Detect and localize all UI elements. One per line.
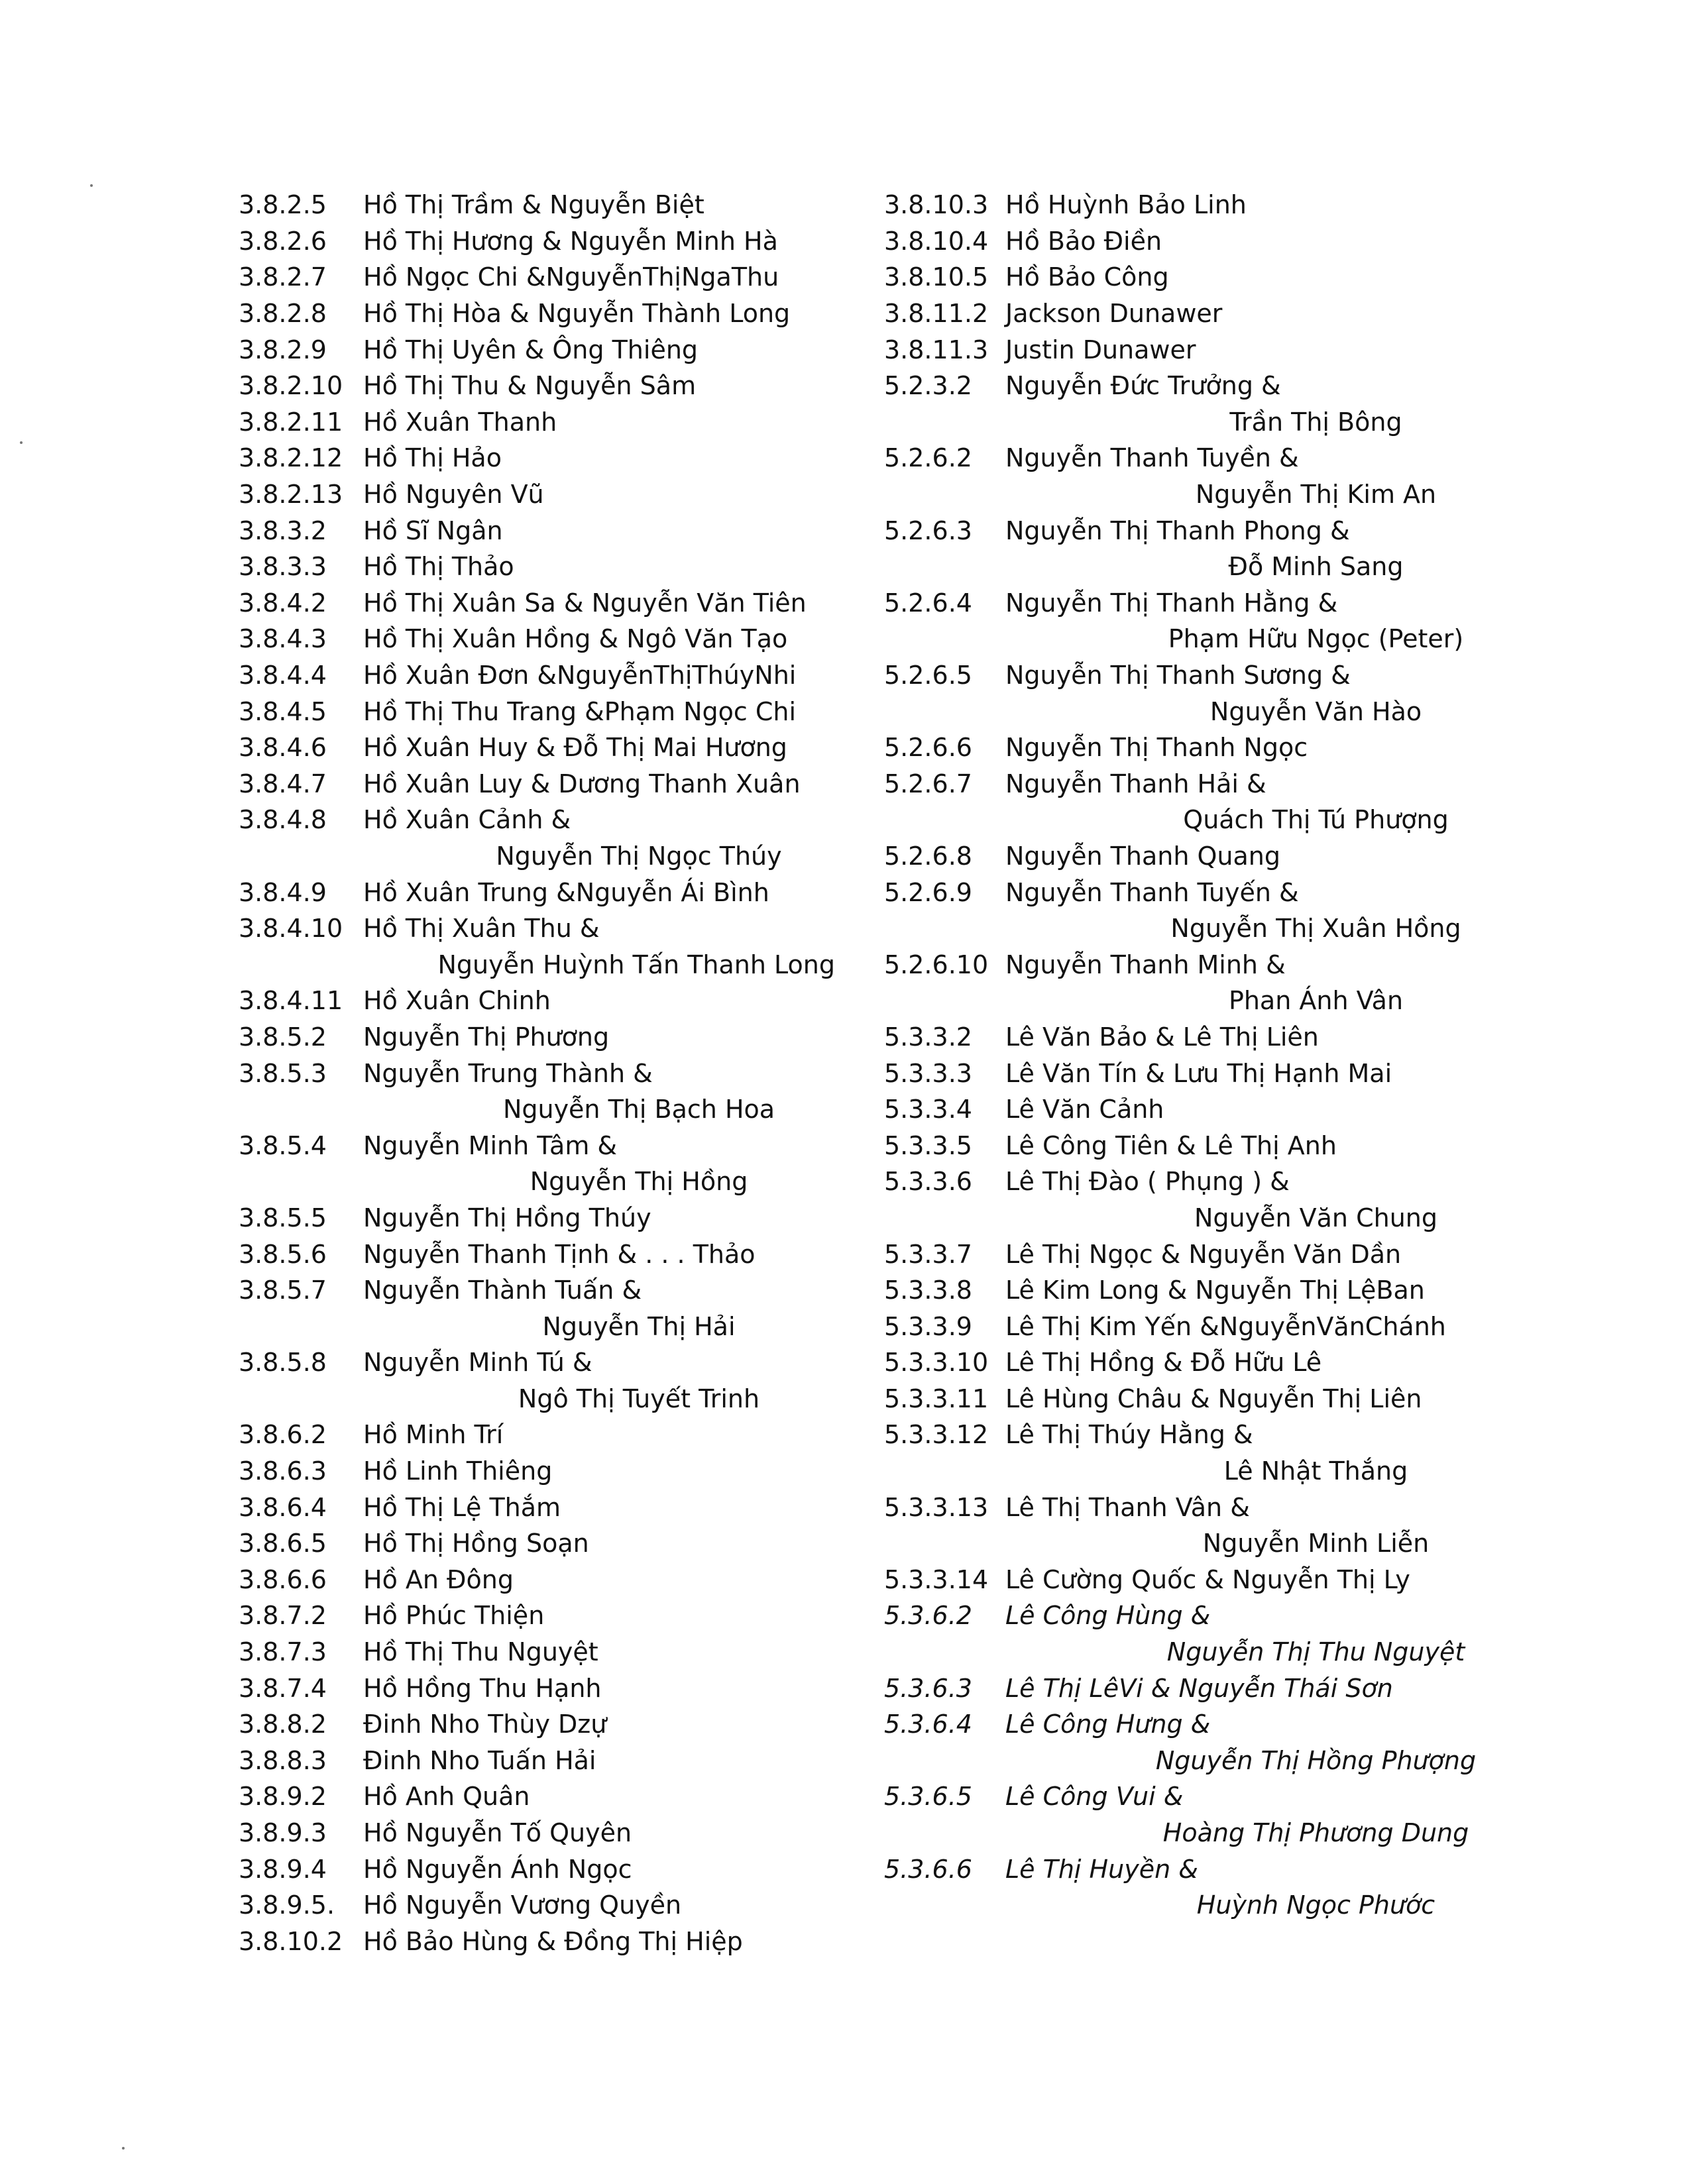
entry-name: Hồ Xuân Đơn &NguyễnThịThúyNhi	[363, 661, 797, 690]
entry-row	[239, 1562, 835, 1598]
entry-number: 5.3.3.10	[884, 1348, 989, 1378]
entry-number: 5.3.6.5	[884, 1782, 972, 1812]
entry-name: Lê Văn Bảo & Lê Thị Liên	[1005, 1022, 1319, 1052]
entry-number: 3.8.4.10	[239, 914, 343, 944]
entry-name-line: Phan Ánh Vân	[1228, 986, 1404, 1016]
entry-name-continuation	[884, 1887, 1547, 1924]
entry-name: Lê Thị Huyền &	[1005, 1854, 1198, 1884]
entry-number: 5.3.3.7	[884, 1239, 972, 1269]
entry-name: Nguyễn Thị Hồng Thúy	[363, 1203, 651, 1232]
entry-name: Hồ Sĩ Ngân	[363, 516, 503, 545]
entry-name: Lê Thị Hồng & Đỗ Hữu Lê	[1005, 1348, 1322, 1378]
entry-name: Nguyễn Thị Phương	[363, 1022, 610, 1052]
entry-name-continuation	[884, 549, 1547, 585]
entry-name: Hồ Bảo Hùng & Đồng Thị Hiệp	[363, 1926, 743, 1956]
entry-number: 3.8.2.12	[239, 443, 343, 473]
entry-row	[239, 476, 835, 513]
entry-number: 3.8.9.3	[239, 1818, 327, 1848]
entry-name-line: Quách Thị Tú Phượng	[1183, 805, 1449, 835]
entry-row	[239, 1525, 835, 1562]
entry-name-line: Nguyễn Thị Kim An	[1195, 480, 1437, 510]
entry-number: 3.8.9.2	[239, 1782, 327, 1812]
entry-row	[884, 1489, 1547, 1525]
entry-name-continuation	[239, 1164, 835, 1200]
entry-number: 5.3.3.9	[884, 1311, 972, 1341]
entry-number: 5.2.6.10	[884, 950, 989, 979]
entry-number: 3.8.2.6	[239, 226, 327, 256]
entry-row	[884, 730, 1547, 766]
entry-name: Hồ Ngọc Chi &NguyễnThịNgaThu	[363, 262, 779, 292]
entry-row	[239, 223, 835, 260]
entry-row	[239, 802, 835, 838]
entry-number: 5.3.3.8	[884, 1276, 972, 1305]
entry-name: Lê Thị LêVi & Nguyễn Thái Sơn	[1005, 1673, 1393, 1703]
entry-row	[884, 1308, 1547, 1344]
entry-name: Nguyễn Thanh Tuyền &	[1005, 443, 1299, 473]
entry-number: 3.8.8.3	[239, 1745, 327, 1775]
entry-number: 3.8.4.5	[239, 696, 327, 726]
entry-name: Justin Dunawer	[1005, 335, 1196, 364]
entry-number: 3.8.4.11	[239, 986, 343, 1016]
entry-number: 3.8.2.5	[239, 190, 327, 220]
entry-number: 5.2.6.4	[884, 588, 972, 618]
entry-name-continuation	[884, 693, 1547, 730]
entry-name-continuation	[884, 476, 1547, 513]
entry-row	[884, 296, 1547, 332]
entry-number: 3.8.2.11	[239, 407, 343, 437]
entry-number: 3.8.6.6	[239, 1564, 327, 1594]
entry-row	[884, 440, 1547, 476]
entry-name-line: Hoàng Thị Phương Dung	[1162, 1818, 1469, 1848]
entry-name-continuation	[239, 946, 835, 983]
entry-name-continuation	[884, 621, 1547, 657]
entry-row	[239, 1417, 835, 1453]
entry-row	[239, 693, 835, 730]
entry-number: 5.3.6.6	[884, 1854, 972, 1884]
right-column	[884, 187, 1547, 1924]
entry-number: 5.3.3.5	[884, 1130, 972, 1160]
entry-number: 3.8.9.5.	[239, 1890, 335, 1920]
entry-number: 3.8.2.8	[239, 299, 327, 329]
entry-number: 3.8.2.7	[239, 262, 327, 292]
entry-name-line: Nguyễn Văn Chung	[1194, 1203, 1437, 1232]
entry-name-line: Nguyễn Thị Thu Nguyệt	[1166, 1637, 1465, 1667]
entry-number: 5.3.6.3	[884, 1673, 972, 1703]
entry-name: Hồ Xuân Chinh	[363, 986, 551, 1016]
entry-number: 3.8.9.4	[239, 1854, 327, 1884]
entry-number: 3.8.5.2	[239, 1022, 327, 1052]
entry-name-continuation	[884, 1453, 1547, 1490]
entry-row	[239, 621, 835, 657]
entry-name: Hồ Huỳnh Bảo Linh	[1005, 190, 1247, 220]
entry-row	[239, 1670, 835, 1706]
entry-name-continuation	[884, 910, 1547, 947]
entry-number: 5.3.3.4	[884, 1095, 972, 1124]
entry-row	[239, 1489, 835, 1525]
entry-name: Nguyễn Thị Thanh Sương &	[1005, 661, 1351, 690]
entry-name-line: Nguyễn Thị Ngọc Thúy	[496, 841, 782, 871]
entry-row	[239, 1127, 835, 1164]
entry-row	[239, 1453, 835, 1490]
entry-row	[239, 259, 835, 296]
entry-number: 3.8.4.4	[239, 661, 327, 690]
entry-name: Hồ Thị Thu & Nguyễn Sâm	[363, 371, 697, 401]
entry-name-line: Phạm Hữu Ngọc (Peter)	[1168, 624, 1464, 654]
entry-name: Lê Thị Ngọc & Nguyễn Văn Dần	[1005, 1239, 1402, 1269]
entry-name-line: Nguyễn Thị Hồng	[530, 1167, 748, 1197]
entry-number: 3.8.11.3	[884, 335, 989, 364]
entry-number: 3.8.4.2	[239, 588, 327, 618]
entry-name: Hồ Anh Quân	[363, 1782, 530, 1812]
entry-number: 3.8.5.4	[239, 1130, 327, 1160]
entry-name-line: Lê Nhật Thắng	[1223, 1456, 1408, 1486]
entry-number: 3.8.5.7	[239, 1276, 327, 1305]
entry-number: 3.8.10.5	[884, 262, 989, 292]
entry-name-continuation	[884, 1815, 1547, 1851]
entry-number: 5.3.3.2	[884, 1022, 972, 1052]
entry-row	[239, 1815, 835, 1851]
entry-row	[884, 512, 1547, 549]
left-column	[239, 187, 835, 1959]
entry-number: 3.8.10.2	[239, 1926, 343, 1956]
entry-name: Hồ Thị Thu Trang &Phạm Ngọc Chi	[363, 696, 797, 726]
entry-number: 3.8.2.10	[239, 371, 343, 401]
entry-name-continuation	[884, 1200, 1547, 1236]
entry-row	[884, 1778, 1547, 1815]
entry-row	[239, 657, 835, 694]
entry-name: Hồ Thị Thảo	[363, 552, 514, 582]
entry-number: 3.8.11.2	[884, 299, 989, 329]
entry-number: 3.8.2.13	[239, 480, 343, 510]
entry-number: 5.2.6.3	[884, 516, 972, 545]
entry-number: 5.3.6.4	[884, 1710, 972, 1739]
entry-number: 3.8.4.8	[239, 805, 327, 835]
entry-name-continuation	[884, 802, 1547, 838]
entry-number: 5.3.3.13	[884, 1492, 989, 1522]
entry-name: Nguyễn Thanh Hải &	[1005, 769, 1266, 798]
entry-name: Nguyễn Thanh Minh &	[1005, 950, 1286, 979]
entry-row	[884, 1706, 1547, 1743]
entry-name: Hồ Hồng Thu Hạnh	[363, 1673, 602, 1703]
entry-name: Lê Công Tiên & Lê Thị Anh	[1005, 1130, 1337, 1160]
entry-name-continuation	[239, 1381, 835, 1417]
entry-name: Nguyễn Minh Tú &	[363, 1348, 592, 1378]
entry-number: 3.8.5.3	[239, 1058, 327, 1088]
entry-number: 5.2.6.9	[884, 877, 972, 907]
entry-row	[884, 368, 1547, 404]
entry-number: 5.3.3.11	[884, 1384, 989, 1413]
entry-row	[239, 730, 835, 766]
entry-row	[239, 1743, 835, 1779]
scan-speck	[90, 184, 93, 187]
entry-row	[884, 1381, 1547, 1417]
entry-row	[239, 1851, 835, 1887]
entry-row	[884, 1344, 1547, 1381]
entry-number: 5.3.3.6	[884, 1167, 972, 1197]
entry-row	[884, 874, 1547, 910]
entry-name: Hồ Thị Thu Nguyệt	[363, 1637, 598, 1667]
entry-name: Nguyễn Đức Trưởng &	[1005, 371, 1281, 401]
entry-row	[884, 1091, 1547, 1128]
entry-name-continuation	[884, 404, 1547, 441]
entry-number: 5.3.3.3	[884, 1058, 972, 1088]
entry-name: Nguyễn Thị Thanh Hằng &	[1005, 588, 1338, 618]
entry-number: 3.8.4.7	[239, 769, 327, 798]
entry-name: Hồ Thị Xuân Thu &	[363, 914, 600, 944]
entry-name-continuation	[884, 1525, 1547, 1562]
entry-row	[239, 512, 835, 549]
entry-name: Hồ Thị Hòa & Nguyễn Thành Long	[363, 299, 791, 329]
entry-row	[884, 187, 1547, 223]
entry-name: Lê Thị Đào ( Phụng ) &	[1005, 1167, 1290, 1197]
entry-name-line: Nguyễn Thị Hải	[542, 1311, 736, 1341]
entry-name-line: Nguyễn Thị Xuân Hồng	[1170, 914, 1461, 944]
entry-name: Hồ Bảo Công	[1005, 262, 1169, 292]
entry-name: Hồ Nguyên Vũ	[363, 480, 544, 510]
entry-row	[884, 1019, 1547, 1056]
entry-name: Hồ An Đông	[363, 1564, 514, 1594]
entry-number: 3.8.4.6	[239, 733, 327, 763]
entry-number: 3.8.7.2	[239, 1601, 327, 1631]
entry-name: Nguyễn Thanh Tịnh & . . . Thảo	[363, 1239, 756, 1269]
entry-name-line: Nguyễn Thị Hồng Phượng	[1155, 1745, 1477, 1775]
entry-name: Hồ Thị Hảo	[363, 443, 502, 473]
entry-number: 3.8.3.3	[239, 552, 327, 582]
entry-name: Nguyễn Thị Thanh Ngọc	[1005, 733, 1308, 763]
entry-row	[239, 187, 835, 223]
entry-name: Hồ Bảo Điền	[1005, 226, 1162, 256]
entry-row	[884, 1598, 1547, 1634]
entry-row	[239, 874, 835, 910]
scan-speck	[20, 441, 23, 444]
entry-row	[884, 1417, 1547, 1453]
entry-name: Hồ Minh Trí	[363, 1420, 504, 1450]
entry-number: 5.2.6.5	[884, 661, 972, 690]
entry-name-line: Nguyễn Huỳnh Tấn Thanh Long	[437, 950, 835, 979]
entry-name: Lê Công Hùng &	[1005, 1601, 1211, 1631]
entry-name: Hồ Thị Uyên & Ông Thiêng	[363, 335, 699, 364]
entry-name: Nguyễn Minh Tâm &	[363, 1130, 618, 1160]
entry-name: Hồ Nguyễn Vương Quyền	[363, 1890, 682, 1920]
entry-row	[884, 1236, 1547, 1272]
entry-name-line: Ngô Thị Tuyết Trinh	[518, 1384, 760, 1413]
entry-row	[239, 440, 835, 476]
entry-row	[884, 1164, 1547, 1200]
entry-number: 3.8.7.3	[239, 1637, 327, 1667]
entry-number: 3.8.6.2	[239, 1420, 327, 1450]
entry-name: Hồ Thị Hương & Nguyễn Minh Hà	[363, 226, 778, 256]
entry-number: 3.8.4.9	[239, 877, 327, 907]
entry-row	[239, 1236, 835, 1272]
entry-number: 3.8.5.8	[239, 1348, 327, 1378]
entry-name: Hồ Thị Trầm & Nguyễn Biệt	[363, 190, 704, 220]
entry-number: 5.2.6.7	[884, 769, 972, 798]
entry-number: 3.8.8.2	[239, 1710, 327, 1739]
entry-row	[239, 404, 835, 441]
entry-name-line: Đỗ Minh Sang	[1228, 552, 1404, 582]
entry-name-continuation	[884, 983, 1547, 1019]
entry-row	[239, 1019, 835, 1056]
entry-row	[239, 1924, 835, 1960]
entry-name: Hồ Nguyễn Tố Quyên	[363, 1818, 632, 1848]
entry-row	[884, 1127, 1547, 1164]
entry-number: 3.8.6.5	[239, 1529, 327, 1558]
entry-name-continuation	[239, 838, 835, 875]
entry-name: Hồ Thị Xuân Sa & Nguyễn Văn Tiên	[363, 588, 807, 618]
entry-row	[884, 838, 1547, 875]
entry-row	[884, 331, 1547, 368]
entry-number: 3.8.5.5	[239, 1203, 327, 1232]
entry-name: Lê Văn Tín & Lưu Thị Hạnh Mai	[1005, 1058, 1392, 1088]
entry-row	[884, 1851, 1547, 1887]
entry-row	[884, 585, 1547, 622]
entry-name: Hồ Thị Hồng Soạn	[363, 1529, 589, 1558]
entry-number: 3.8.3.2	[239, 516, 327, 545]
entry-row	[239, 331, 835, 368]
entry-name: Lê Cường Quốc & Nguyễn Thị Ly	[1005, 1564, 1410, 1594]
entry-number: 5.2.6.8	[884, 841, 972, 871]
entry-row	[239, 910, 835, 947]
entry-name: Hồ Xuân Trung &Nguyễn Ái Bình	[363, 877, 769, 907]
entry-name-line: Trần Thị Bông	[1229, 407, 1402, 437]
entry-number: 5.3.6.2	[884, 1601, 972, 1631]
entry-name-continuation	[884, 1634, 1547, 1670]
entry-row	[239, 1634, 835, 1670]
entry-name: Hồ Linh Thiêng	[363, 1456, 553, 1486]
entry-name-continuation	[884, 1743, 1547, 1779]
entry-name: Jackson Dunawer	[1005, 299, 1223, 329]
entry-name: Hồ Xuân Thanh	[363, 407, 557, 437]
entry-name: Nguyễn Thanh Tuyến &	[1005, 877, 1299, 907]
entry-name-continuation	[239, 1091, 835, 1128]
entry-row	[239, 1778, 835, 1815]
entry-row	[239, 296, 835, 332]
entry-row	[239, 1344, 835, 1381]
entry-number: 5.3.3.14	[884, 1564, 989, 1594]
entry-number: 5.3.3.12	[884, 1420, 989, 1450]
entry-row	[239, 1706, 835, 1743]
entry-row	[884, 223, 1547, 260]
entry-row	[239, 983, 835, 1019]
scan-speck	[122, 2147, 125, 2150]
entry-name: Lê Thị Kim Yến &NguyễnVănChánh	[1005, 1311, 1446, 1341]
entry-row	[884, 1670, 1547, 1706]
entry-name: Hồ Thị Xuân Hồng & Ngô Văn Tạo	[363, 624, 788, 654]
entry-name: Lê Kim Long & Nguyễn Thị LệBan	[1005, 1276, 1425, 1305]
entry-number: 3.8.2.9	[239, 335, 327, 364]
entry-name: Nguyễn Thị Thanh Phong &	[1005, 516, 1350, 545]
entry-name: Lê Văn Cảnh	[1005, 1095, 1164, 1124]
entry-number: 3.8.10.3	[884, 190, 989, 220]
entry-number: 3.8.10.4	[884, 226, 989, 256]
entry-name-continuation	[239, 1308, 835, 1344]
entry-name: Lê Thị Thanh Vân &	[1005, 1492, 1250, 1522]
entry-name-line: Nguyễn Thị Bạch Hoa	[502, 1095, 775, 1124]
entry-row	[239, 585, 835, 622]
entry-row	[884, 946, 1547, 983]
entry-name: Lê Hùng Châu & Nguyễn Thị Liên	[1005, 1384, 1422, 1413]
entry-row	[884, 766, 1547, 802]
entry-name: Nguyễn Thành Tuấn &	[363, 1276, 642, 1305]
entry-row	[239, 1272, 835, 1309]
entry-name-line: Huỳnh Ngọc Phước	[1196, 1890, 1435, 1920]
entry-row	[884, 1272, 1547, 1309]
entry-name: Hồ Xuân Cảnh &	[363, 805, 571, 835]
entry-name: Hồ Phúc Thiện	[363, 1601, 545, 1631]
entry-row	[239, 1200, 835, 1236]
entry-row	[884, 1562, 1547, 1598]
entry-name: Hồ Nguyễn Ánh Ngọc	[363, 1854, 632, 1884]
entry-number: 3.8.5.6	[239, 1239, 327, 1269]
entry-row	[884, 1055, 1547, 1091]
entry-name: Lê Công Hưng &	[1005, 1710, 1211, 1739]
entry-number: 3.8.7.4	[239, 1673, 327, 1703]
entry-row	[239, 766, 835, 802]
entry-row	[239, 1055, 835, 1091]
entry-number: 5.2.3.2	[884, 371, 972, 401]
entry-number: 3.8.6.4	[239, 1492, 327, 1522]
entry-name: Hồ Thị Lệ Thắm	[363, 1492, 561, 1522]
entry-name: Lê Công Vui &	[1005, 1782, 1184, 1812]
entry-row	[884, 657, 1547, 694]
entry-number: 5.2.6.2	[884, 443, 972, 473]
entry-name: Hồ Xuân Luy & Dương Thanh Xuân	[363, 769, 801, 798]
entry-name-line: Nguyễn Minh Liễn	[1202, 1529, 1430, 1558]
entry-name: Nguyễn Trung Thành &	[363, 1058, 653, 1088]
entry-row	[239, 368, 835, 404]
entry-row	[884, 259, 1547, 296]
entry-number: 5.2.6.6	[884, 733, 972, 763]
entry-name: Nguyễn Thanh Quang	[1005, 841, 1280, 871]
entry-name: Hồ Xuân Huy & Đỗ Thị Mai Hương	[363, 733, 787, 763]
entry-name-line: Nguyễn Văn Hào	[1209, 696, 1422, 726]
entry-row	[239, 549, 835, 585]
entry-row	[239, 1887, 835, 1924]
entry-name: Đinh Nho Tuấn Hải	[363, 1745, 596, 1775]
entry-row	[239, 1598, 835, 1634]
entry-number: 3.8.6.3	[239, 1456, 327, 1486]
entry-number: 3.8.4.3	[239, 624, 327, 654]
entry-name: Đinh Nho Thùy Dzự	[363, 1710, 607, 1739]
entry-name: Lê Thị Thúy Hằng &	[1005, 1420, 1253, 1450]
